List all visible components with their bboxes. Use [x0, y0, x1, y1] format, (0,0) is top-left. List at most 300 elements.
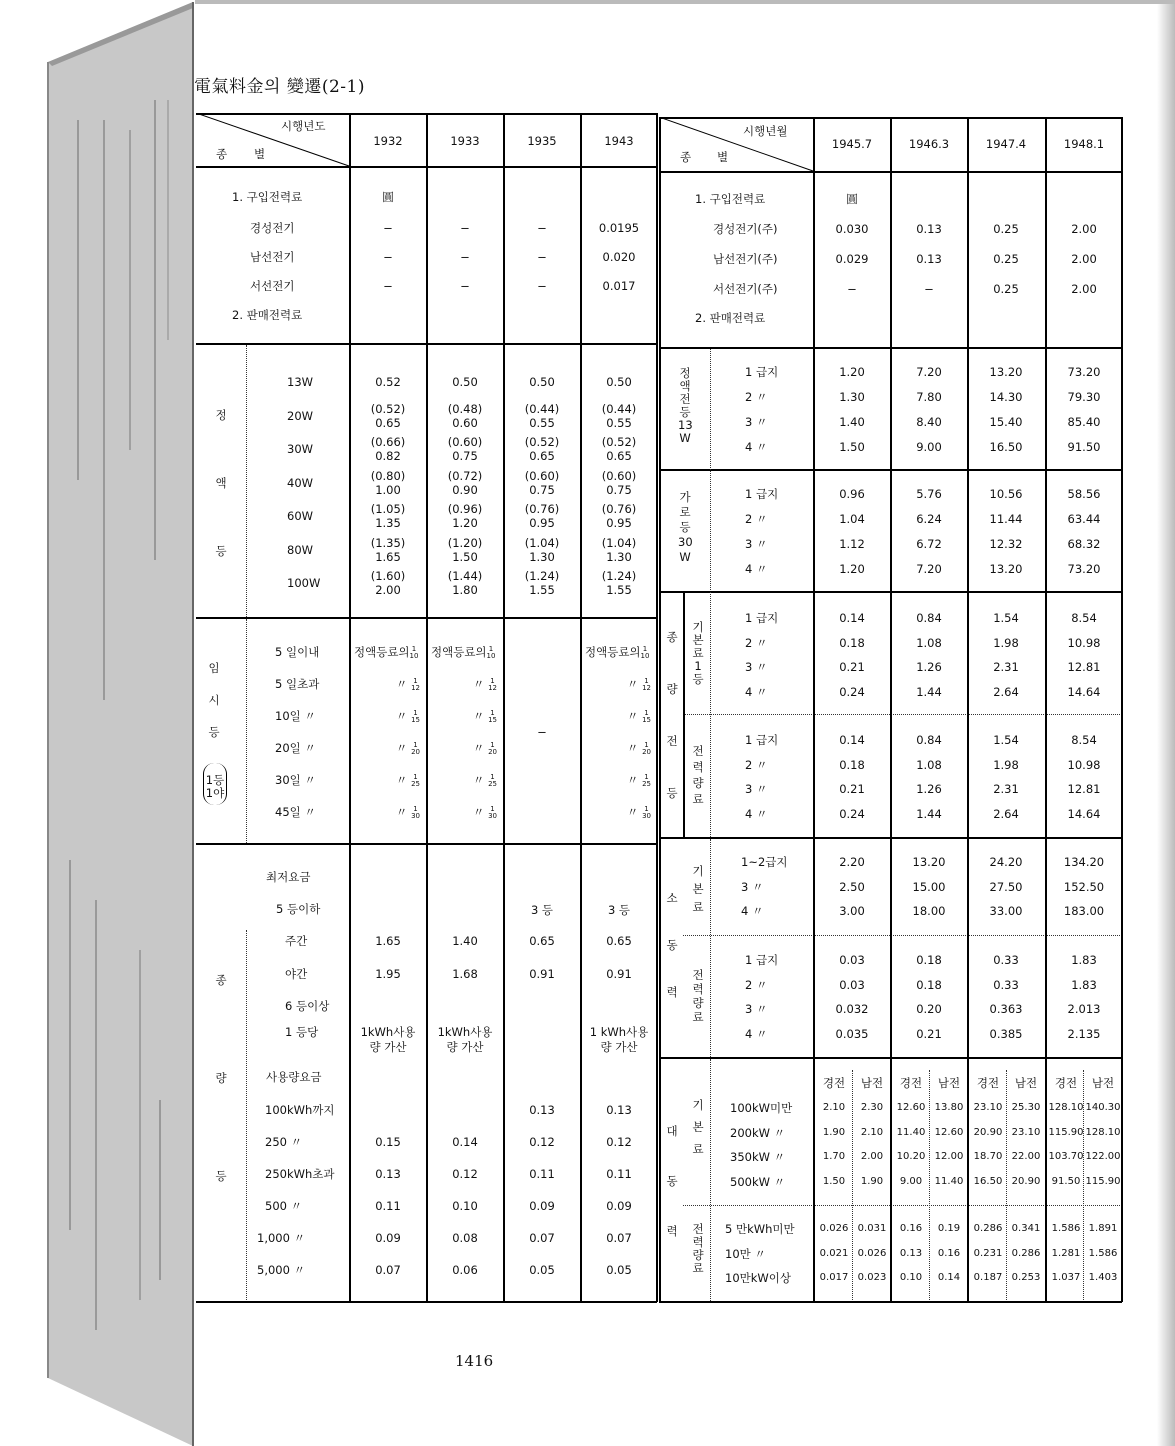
fraction: 1 20: [642, 740, 651, 756]
right-cell: 0.03: [839, 977, 865, 992]
right-sec1-cell: 0.25: [993, 222, 1019, 236]
right-sec1-row-label: 경성전기(주): [713, 222, 778, 236]
right-cell: 14.64: [1067, 806, 1101, 821]
left-sec2-cell: 1.20: [452, 516, 478, 530]
left-sec2-row-label: 13W: [287, 375, 314, 389]
right-cell-small: 10.20: [896, 1151, 926, 1162]
right-cell: 7.20: [916, 562, 942, 576]
left-sec2-row-label: 80W: [287, 542, 314, 557]
right-g5-sub2: 료: [692, 1261, 704, 1275]
right-cell-small: 0.16: [899, 1223, 923, 1234]
right-g5-colhdr: 경전: [1054, 1076, 1078, 1090]
left-sec4-cell: 0.13: [375, 1167, 401, 1181]
right-cell: 0.035: [835, 1026, 869, 1041]
right-cell: 183.00: [1063, 904, 1105, 918]
left-sec4-cell: 0.15: [375, 1135, 401, 1149]
right-cell: 24.20: [989, 855, 1023, 869]
left-sec2-cell: 2.00: [375, 583, 401, 597]
right-row-label: 4 〃: [745, 562, 768, 576]
right-g5-colhdr: 경전: [822, 1076, 846, 1090]
fraction-prefix: 〃: [472, 741, 485, 755]
right-cell: 0.21: [839, 660, 865, 674]
right-cell: 2.64: [993, 684, 1019, 699]
right-cell: 0.385: [989, 1026, 1023, 1041]
left-sec2-cell: 0.65: [529, 449, 555, 463]
right-cell-small: 11.40: [934, 1175, 964, 1187]
right-g2-label: 가: [679, 490, 691, 504]
left-sec4-row-label: 야간: [285, 967, 308, 981]
page-number: 1416: [455, 1352, 494, 1370]
right-row-label: 4 〃: [745, 440, 768, 454]
left-sec2-cell-paren: (0.52): [370, 401, 406, 416]
right-cell: 0.21: [839, 782, 865, 796]
right-cell-small: 1.037: [1051, 1272, 1081, 1283]
right-cell-small: 0.026: [857, 1247, 887, 1259]
left-year-1943: 1943: [604, 134, 634, 148]
right-cell: 13.20: [989, 562, 1023, 576]
left-sec4-cell: 1.95: [375, 967, 401, 981]
fraction-prefix: 〃: [395, 677, 408, 691]
right-cell-small: 18.70: [973, 1151, 1003, 1162]
right-cell-small: 0.341: [1011, 1223, 1041, 1234]
right-cell-small: 0.231: [973, 1247, 1003, 1259]
left-sec2-cell: 0.52: [375, 375, 401, 389]
left-sec2-cell-paren: (0.52): [601, 435, 637, 449]
right-cell-small: 22.00: [1011, 1151, 1041, 1162]
left-sec4-row-label: 500 〃: [265, 1199, 303, 1213]
right-cell: 1.40: [839, 415, 865, 429]
right-cell-small: 0.286: [1011, 1247, 1041, 1259]
right-cell: 10.98: [1067, 635, 1101, 650]
left-sec1-cell: −: [460, 279, 470, 293]
right-cell: 12.81: [1067, 660, 1101, 674]
left-sec2-cell: 0.60: [452, 415, 478, 430]
right-cell-small: 20.90: [1011, 1175, 1041, 1187]
left-sec2-cell: 1.65: [375, 549, 401, 564]
fraction: 1 25: [642, 772, 651, 788]
right-cell: 27.50: [989, 879, 1023, 894]
left-sec2-cell: 0.95: [606, 516, 632, 530]
right-row-label: 350kW 〃: [730, 1150, 786, 1164]
left-sec4-cell: 0.11: [606, 1167, 632, 1181]
right-g5-colhdr: 남전: [1014, 1076, 1038, 1090]
right-g3-sub1: 1: [694, 659, 702, 673]
right-cell: 0.03: [839, 953, 865, 967]
right-header-kind: 종: [680, 150, 692, 164]
right-cell-small: 11.40: [896, 1126, 926, 1138]
right-cell-small: 0.14: [937, 1272, 961, 1283]
left-sec4-cell: 0.06: [452, 1263, 478, 1277]
fraction-prefix: 〃: [395, 709, 408, 723]
right-cell: 1.44: [916, 684, 942, 699]
right-year-1945.7: 1945.7: [831, 137, 873, 151]
right-cell-small: 0.017: [819, 1272, 849, 1283]
right-cell-small: 1.70: [822, 1151, 846, 1162]
right-g3-sub1: 본: [692, 633, 704, 647]
right-cell: 1.44: [916, 806, 942, 821]
left-sec4-cell: 0.13: [529, 1103, 555, 1117]
right-cell-small: 12.00: [934, 1151, 964, 1162]
right-cell: 10.56: [989, 487, 1023, 501]
left-sec4-cell: 0.13: [606, 1103, 632, 1117]
left-sec1-cell: −: [537, 250, 547, 264]
fraction-prefix: 〃: [626, 773, 639, 787]
right-cell: 58.56: [1067, 487, 1101, 501]
right-cell: 7.80: [916, 390, 942, 404]
right-g5-colhdr: 경전: [976, 1076, 1000, 1090]
left-sec2-cell: 0.75: [452, 449, 478, 463]
right-row-label: 2 〃: [745, 635, 768, 650]
right-cell: 1.30: [839, 390, 865, 404]
right-g2-label: 30: [678, 535, 693, 549]
right-cell: 0.84: [916, 733, 942, 747]
right-cell: 11.44: [989, 512, 1023, 526]
fraction-prefix: 〃: [472, 773, 485, 787]
right-g5-colhdr: 경전: [899, 1076, 923, 1090]
left-sec4-cell: 0.07: [375, 1263, 401, 1277]
left-sec1-row-label: 남선전기: [250, 250, 295, 264]
right-cell: 0.18: [839, 635, 865, 650]
right-row-label: 1 급지: [745, 611, 779, 625]
left-sec2-cell-paren: (0.44): [524, 401, 560, 416]
left-sec2-cell-paren: (0.44): [601, 401, 637, 416]
fraction: 1 30: [411, 804, 420, 820]
right-cell: 2.20: [839, 855, 865, 869]
fraction: 1 10: [486, 644, 496, 660]
right-cell: 9.00: [916, 440, 942, 454]
right-cell-small: 0.021: [819, 1247, 849, 1259]
right-sec1-title: 1. 구입전력료: [695, 192, 766, 206]
fraction-prefix: 〃: [395, 805, 408, 819]
right-g3-sub2: 량: [692, 776, 704, 790]
right-row-label: 500kW 〃: [730, 1174, 786, 1189]
fraction: 1 10: [640, 644, 650, 660]
right-cell: 2.135: [1067, 1026, 1101, 1041]
right-sec1-cell: 0.25: [993, 252, 1019, 266]
left-sec2-cell: 1.50: [452, 549, 478, 564]
right-g5-colhdr: 남전: [860, 1076, 884, 1090]
right-row-label: 1 급지: [745, 487, 779, 501]
left-sec3-row-label: 45일 〃: [275, 805, 316, 819]
right-sec1-cell: 0.029: [835, 252, 869, 266]
right-cell-small: 103.70: [1048, 1151, 1084, 1162]
fraction: 1 12: [488, 676, 497, 692]
right-cell: 7.20: [916, 365, 942, 379]
left-sec3-row-label: 30일 〃: [275, 773, 316, 787]
right-cell-small: 140.30: [1085, 1102, 1121, 1113]
left-sec2-cell-paren: (1.24): [601, 569, 637, 583]
left-sec3-sub: 1야: [205, 786, 225, 800]
right-g5-colhdr: 남전: [1091, 1076, 1115, 1090]
left-sec2-row-label: 30W: [287, 442, 314, 456]
right-g5-outer: 대: [666, 1124, 678, 1138]
right-g3-sub1: 료: [692, 646, 704, 660]
right-cell: 0.84: [916, 611, 942, 625]
left-sec2-cell-paren: (0.48): [447, 401, 483, 416]
left-sec2-cell-paren: (0.80): [370, 468, 406, 483]
left-sec4-cell: 0.65: [606, 934, 632, 948]
right-cell-small: 25.30: [1011, 1102, 1041, 1113]
left-sec4-cell: 0.07: [606, 1231, 632, 1245]
left-sec4-group: 량: [215, 1071, 227, 1085]
left-sec2-row-label: 100W: [287, 576, 321, 590]
left-sec2-cell: 0.90: [452, 482, 478, 497]
right-cell: 1.20: [839, 562, 865, 576]
left-sec4-cell: 0.91: [529, 967, 555, 981]
right-g4-outer: 소: [666, 891, 678, 905]
right-g1-label: 정: [679, 366, 691, 380]
left-sec2-cell: 1.30: [606, 549, 632, 564]
right-cell-small: 1.281: [1051, 1247, 1081, 1259]
right-cell-small: 23.10: [973, 1102, 1003, 1113]
left-sec2-cell-paren: (0.60): [447, 435, 483, 449]
fraction-prefix: 정액등료의: [354, 645, 410, 659]
right-cell: 1.98: [993, 757, 1019, 772]
right-g2-label: 등: [679, 520, 691, 534]
right-row-label: 4 〃: [745, 684, 768, 699]
left-header-kind2: 별: [254, 147, 266, 161]
right-g5-sub2: 량: [692, 1248, 704, 1262]
right-g4-sub1: 본: [692, 882, 704, 896]
right-cell: 0.032: [835, 1002, 869, 1016]
right-cell: 0.96: [839, 487, 865, 501]
right-row-label: 2 〃: [745, 977, 768, 992]
right-row-label: 1 급지: [745, 953, 779, 967]
right-sec1-cell: 2.00: [1071, 282, 1097, 296]
left-sec1-cell: 0.020: [602, 250, 636, 264]
right-sec1-row-label: 남선전기(주): [713, 252, 778, 266]
right-row-label: 100kW미만: [730, 1101, 793, 1115]
right-g4-outer: 동: [666, 938, 678, 952]
right-g4-sub2: 료: [692, 1010, 704, 1024]
right-cell: 1.08: [916, 635, 942, 650]
right-g3-outer: 량: [666, 682, 678, 696]
right-cell: 79.30: [1067, 390, 1101, 404]
right-cell: 1.20: [839, 365, 865, 379]
right-year-1947.4: 1947.4: [985, 137, 1027, 151]
left-sec4-cell: 1.65: [375, 934, 401, 948]
right-cell-small: 0.026: [819, 1223, 849, 1234]
right-cell: 0.18: [839, 757, 865, 772]
right-row-label: 4 〃: [745, 1026, 768, 1041]
right-header-year: 시행년월: [743, 124, 788, 138]
left-sec4-cell: 0.07: [529, 1231, 555, 1245]
left-header-year: 시행년도: [281, 119, 326, 133]
left-sec4-row-label: 1,000 〃: [257, 1231, 306, 1245]
fraction-prefix: 〃: [626, 741, 639, 755]
right-g5-sub1: 본: [692, 1120, 704, 1134]
left-sec2-cell-paren: (0.76): [601, 502, 637, 516]
left-sec4-cell2: 량 가산: [600, 1040, 638, 1054]
left-sec3-group: 임: [208, 661, 220, 675]
left-sec1-cell: −: [460, 221, 470, 235]
right-g1-label: 전: [679, 392, 691, 406]
right-row-label: 3 〃: [745, 1002, 768, 1016]
right-g1-label: 액: [679, 379, 691, 393]
fraction: 1 15: [642, 708, 651, 724]
right-cell-small: 0.13: [899, 1247, 923, 1259]
left-sec2-cell-paren: (0.72): [447, 468, 483, 483]
right-cell: 8.54: [1071, 611, 1097, 625]
right-row-label: 1~2급지: [741, 855, 788, 869]
right-sec1-unit: 圓: [846, 192, 858, 206]
right-cell-small: 2.00: [860, 1151, 884, 1162]
left-sec2-cell: 0.55: [606, 415, 632, 430]
fraction: 1 25: [488, 772, 497, 788]
right-g4-sub1: 기: [692, 864, 704, 878]
right-sec1-cell: 0.25: [993, 282, 1019, 296]
right-cell-small: 0.187: [973, 1272, 1003, 1283]
right-row-label: 5 만kWh미만: [725, 1222, 795, 1236]
right-cell-small: 128.10: [1048, 1102, 1084, 1113]
right-sec1-cell: 2.00: [1071, 252, 1097, 266]
left-sec4-cell: 0.05: [606, 1263, 632, 1277]
right-row-label: 3 〃: [745, 660, 768, 674]
left-sec2-cell-paren: (0.52): [524, 435, 560, 449]
fraction-prefix: 〃: [626, 709, 639, 723]
right-year-1946.3: 1946.3: [908, 137, 950, 151]
right-cell: 0.14: [839, 733, 865, 747]
left-year-1932: 1932: [373, 134, 403, 148]
right-g5-outer: 동: [666, 1174, 678, 1188]
right-g3-outer: 등: [666, 786, 678, 800]
left-sec2-cell: 1.55: [606, 583, 632, 597]
right-cell: 85.40: [1067, 415, 1101, 429]
left-sec2-cell-paren: (0.76): [524, 502, 560, 516]
left-sec1-cell: −: [383, 279, 393, 293]
left-sec4-cell: 0.11: [375, 1199, 401, 1213]
right-row-label: 3 〃: [745, 415, 768, 429]
left-sec2-cell-paren: (1.60): [370, 569, 406, 583]
left-sec2-cell: 0.50: [529, 375, 555, 389]
right-g1-label: 13: [678, 418, 693, 432]
left-header-kind: 종: [216, 147, 228, 161]
left-sec4-row-label: 6 등이상: [285, 999, 330, 1013]
right-row-label: 1 급지: [745, 365, 779, 379]
right-sec1-cell: 2.00: [1071, 222, 1097, 236]
left-sec3-row-label: 5 일이내: [275, 645, 320, 659]
left-sec1-cell: 0.0195: [598, 221, 640, 235]
left-sec3-row-label: 10일 〃: [275, 709, 316, 723]
right-g3-sub2: 전: [692, 744, 704, 758]
right-row-label: 3 〃: [745, 537, 768, 551]
right-cell: 14.64: [1067, 684, 1101, 699]
right-cell-small: 0.10: [899, 1272, 923, 1283]
right-row-label: 10만 〃: [725, 1246, 766, 1261]
right-g5-sub1: 기: [692, 1098, 704, 1112]
right-row-label: 2 〃: [745, 757, 768, 772]
right-g4-outer: 력: [666, 985, 678, 999]
left-sec2-cell-paren: (1.04): [524, 535, 560, 550]
page-title: 電氣料金의 變遷(2-1): [194, 77, 365, 97]
left-sec2-cell-paren: (0.66): [370, 435, 406, 449]
fraction: 1 10: [409, 644, 419, 660]
fraction-prefix: 〃: [395, 773, 408, 787]
left-sec2-cell-paren: (1.24): [524, 569, 560, 583]
left-sec1-cell: −: [537, 221, 547, 235]
left-sec4-cell: 0.14: [452, 1135, 478, 1149]
left-sec4-cell2: 량 가산: [369, 1040, 407, 1054]
left-sec4-cell2: 량 가산: [446, 1040, 484, 1054]
right-cell: 1.54: [993, 611, 1019, 625]
right-cell: 33.00: [989, 904, 1023, 918]
right-cell-small: 12.60: [934, 1126, 964, 1138]
right-cell-small: 1.891: [1088, 1223, 1118, 1234]
fraction: 1 12: [642, 676, 651, 692]
left-sec2-cell: 0.65: [375, 415, 401, 430]
left-sec2-group: 정: [215, 408, 227, 422]
left-sec2-cell-paren: (1.04): [601, 535, 637, 550]
fraction: 1 15: [488, 708, 497, 724]
right-cell: 12.81: [1067, 782, 1101, 796]
right-sec1-cell: −: [924, 282, 934, 296]
fraction-prefix: 〃: [395, 741, 408, 755]
right-cell: 12.32: [989, 537, 1023, 551]
right-cell: 0.14: [839, 611, 865, 625]
right-cell-small: 2.10: [860, 1126, 884, 1138]
right-row-label: 4 〃: [745, 806, 768, 821]
right-g2-label: 로: [679, 505, 691, 519]
left-sec1-title: 1. 구입전력료: [232, 190, 303, 204]
fraction-prefix: 〃: [472, 805, 485, 819]
right-cell-small: 12.60: [896, 1102, 926, 1113]
right-cell-small: 23.10: [1011, 1126, 1041, 1138]
left-sec2-cell: 0.95: [529, 516, 555, 530]
right-g3-sub2: 력: [692, 760, 704, 774]
left-sec4-row-label: 주간: [285, 934, 308, 948]
left-sec2-cell: 1.00: [375, 482, 401, 497]
right-g5-outer: 력: [666, 1224, 678, 1238]
right-cell: 2.50: [839, 879, 865, 894]
right-cell-small: 0.286: [973, 1223, 1003, 1234]
right-cell: 8.40: [916, 415, 942, 429]
right-row-label: 10만kW이상: [725, 1271, 791, 1285]
right-cell: 3.00: [839, 904, 865, 918]
left-sec4-group: 종: [215, 973, 227, 987]
left-sec2-cell-paren: (1.35): [370, 535, 406, 550]
left-sec1-unit: 圓: [382, 190, 394, 204]
right-cell: 0.33: [993, 953, 1019, 967]
right-cell: 6.24: [916, 512, 942, 526]
right-g3-sub2: 료: [692, 792, 704, 806]
right-cell: 18.00: [912, 904, 946, 918]
fraction: 1 20: [411, 740, 420, 756]
right-cell: 1.83: [1071, 977, 1097, 992]
fraction: 1 30: [642, 804, 651, 820]
left-sec4-cell: 0.11: [529, 1167, 555, 1181]
right-cell: 1.26: [916, 660, 942, 674]
right-cell: 2.013: [1067, 1002, 1101, 1016]
right-sec1-cell: 0.13: [916, 252, 942, 266]
right-sec1-row-label: 서선전기(주): [713, 282, 778, 296]
left-sec2-cell-paren: (0.60): [524, 468, 560, 483]
right-cell-small: 115.90: [1048, 1126, 1084, 1138]
right-g1-label: W: [679, 431, 691, 445]
right-g3-outer: 종: [666, 630, 678, 644]
left-sec1-row-label: 경성전기: [250, 221, 295, 235]
right-cell: 68.32: [1067, 537, 1101, 551]
right-cell-small: 1.586: [1051, 1223, 1081, 1234]
right-cell: 2.64: [993, 806, 1019, 821]
left-sec3-sub: 1등: [205, 773, 225, 787]
left-sec2-cell: 1.55: [529, 583, 555, 597]
right-cell-small: 1.403: [1088, 1272, 1118, 1283]
left-sec2-cell-paren: (1.20): [447, 535, 483, 550]
left-sec1-cell: 0.017: [602, 279, 636, 293]
left-sec1-row-label: 서선전기: [250, 279, 295, 293]
left-sec1-cell: −: [537, 279, 547, 293]
right-cell: 0.24: [839, 806, 865, 821]
